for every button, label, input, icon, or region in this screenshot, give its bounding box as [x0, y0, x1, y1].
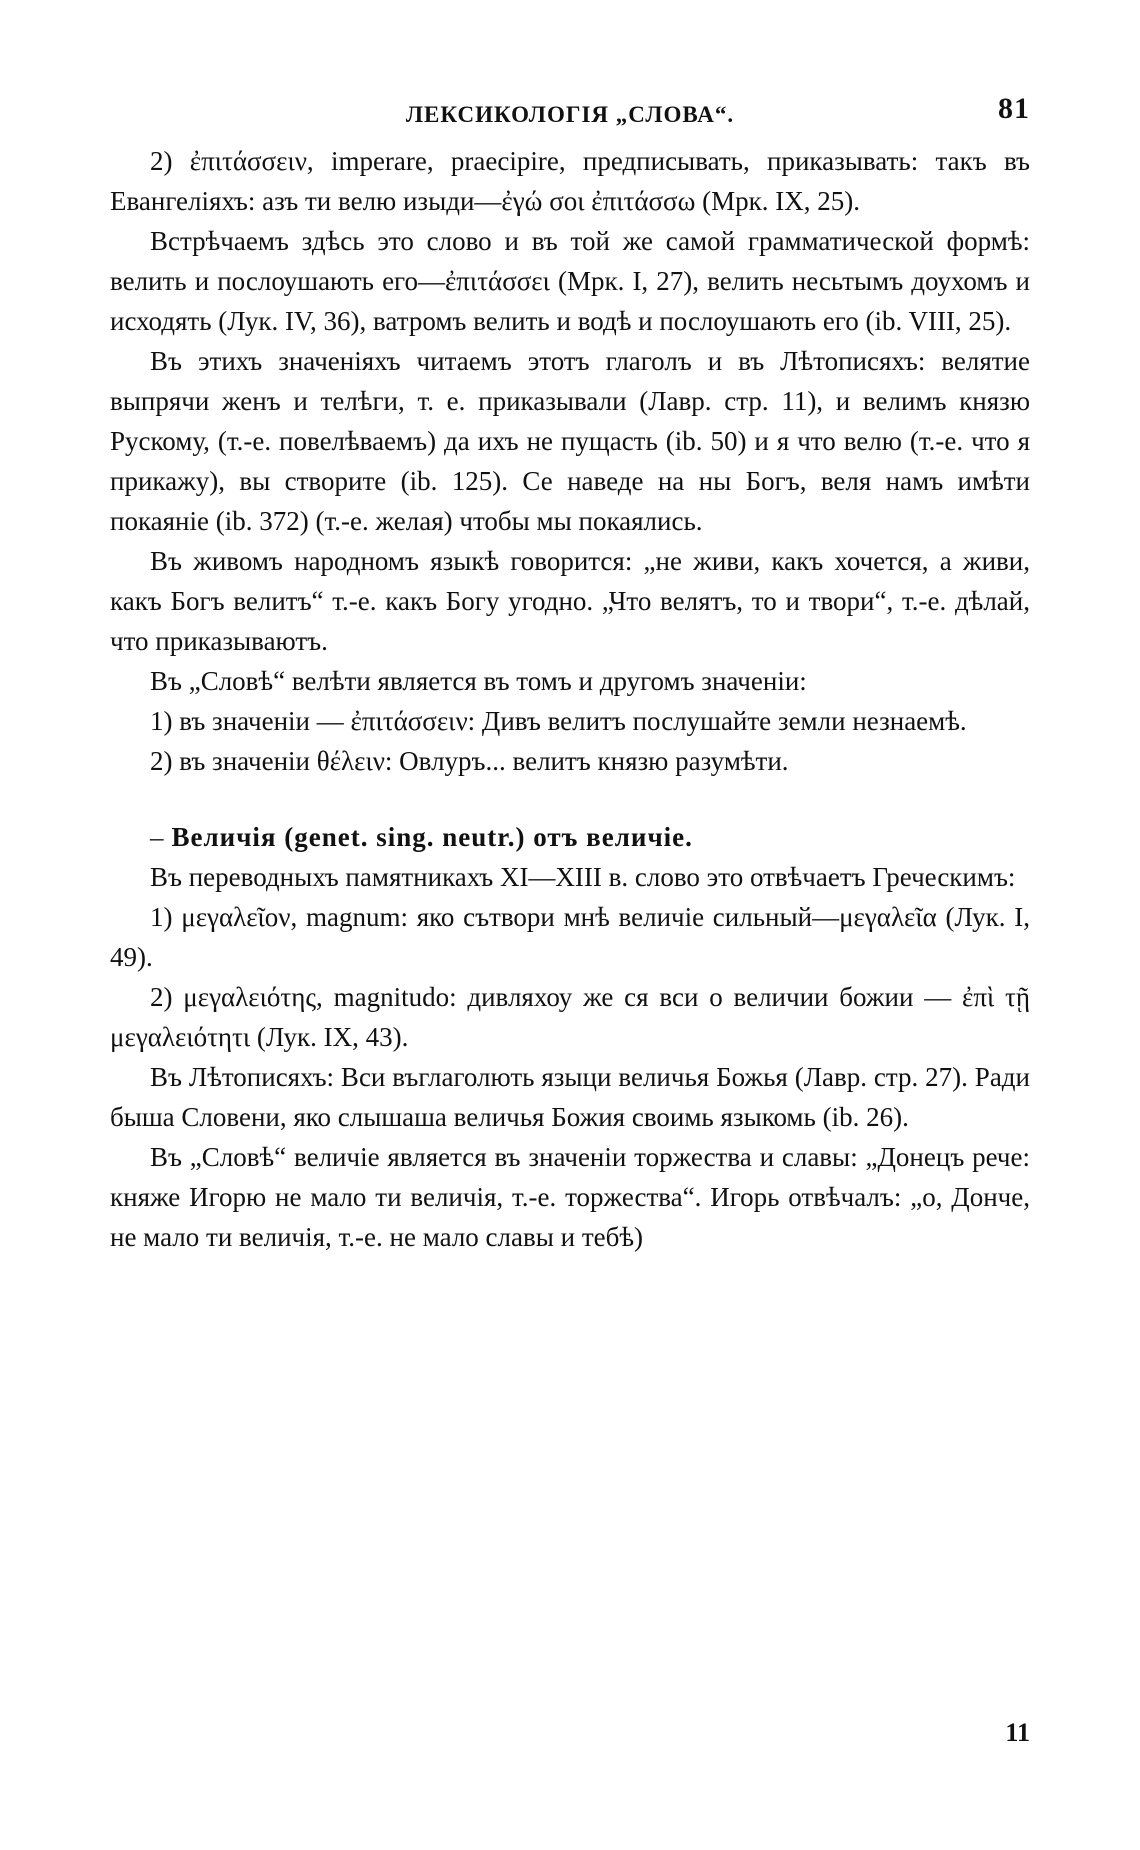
paragraph-slovo-glory: Въ „Словѣ“ величіе является въ значеніи торжества и славы: „Донецъ рече: княже Игорю не мало ти величія, т.-е. торжества“. Игорь отвѣчалъ: „о, Донче, не мало ти величія, т.-е. не мало славы и тебѣ): [110, 1142, 1030, 1252]
paragraph-folk-language: Въ живомъ народномъ языкѣ говорится: „не живи, какъ хочется, а живи, какъ Богъ велитъ“ т.-е. какъ Богу угодно. „Что велятъ, то и твори“, т.-е. дѣлай, что приказываютъ.: [110, 546, 1030, 656]
entry-headword-line: Величія (genet. sing. neutr.) отъ величіе.: [171, 822, 693, 852]
paragraph-definition-2: 2) ἐπιτάσσειν, imperare, praecipire, предписывать, приказывать: такъ въ Евангеліяхъ: азъ ти велю изыди—ἐγώ σοι ἐπιτάσσω (Мрк. IX, 25).: [110, 146, 1030, 216]
entry-dash: –: [150, 822, 164, 852]
page-number: 81: [998, 92, 1030, 125]
entry-heading: [110, 817, 1030, 857]
paragraph-translations: Въ переводныхъ памятникахъ XI—XIII в. слово это отвѣчаетъ Греческимъ:: [150, 862, 1016, 892]
paragraph-meaning-1: 1) въ значеніи — ἐπιτάσσειν: Дивъ велитъ послушайте земли незнаемѣ.: [150, 706, 967, 736]
paragraph-grammatical-form: Встрѣчаемъ здѣсь это слово и въ той же самой грамматической формѣ: велить и послоушають его—ἐπιτάσσει (Мрк. I, 27), велить несьтымъ доухомъ и исходять (Лук. IV, 36), ватромъ велить и водѣ и послоушають его (ib. VIII, 25).: [110, 226, 1030, 336]
paragraph-greek-1: 1) μεγαλεῖον, magnum: яко сътвори мнѣ величіе сильный—μεγαλεῖα (Лук. I, 49).: [110, 902, 1030, 972]
signature-mark: 11: [1005, 1718, 1030, 1747]
paragraph-meaning-2: 2) въ значеніи θέλειν: Овлуръ... велитъ князю разумѣти.: [150, 746, 789, 776]
header-title: ЛЕКСИКОЛОГІЯ „СЛОВА“.: [405, 102, 735, 127]
paragraph-chronicles-2: Въ Лѣтописяхъ: Вси въглаголють языци величья Божья (Лавр. стр. 27). Ради быша Словени, яко слышаша величья Божия своимь языкомь (ib. 26).: [110, 1062, 1030, 1132]
paragraph-slovo-usage: Въ „Словѣ“ велѣти является въ томъ и другомъ значеніи:: [150, 666, 807, 696]
paragraph-chronicles: Въ этихъ значеніяхъ читаемъ этотъ глаголъ и въ Лѣтописяхъ: велятие выпрячи женъ и телѣги, т. е. приказывали (Лавр. стр. 11), и велимъ князю Рускому, (т.-е. повелѣваемъ) да ихъ не пущасть (ib. 50) и я что велю (т.-е. что я прикажу), вы створите (ib. 125). Се наведе на ны Богъ, веля намъ имѣти покаяніе (ib. 372) (т.-е. желая) чтобы мы покаялись.: [110, 346, 1030, 536]
paragraph-greek-2: 2) μεγαλειότης, magnitudo: дивляхоу же ся вси о величии божии — ἐπὶ τῇ μεγαλειότητι (Лук. IX, 43).: [110, 982, 1030, 1052]
document-page: [110, 92, 1030, 1747]
running-header: [110, 92, 1030, 141]
